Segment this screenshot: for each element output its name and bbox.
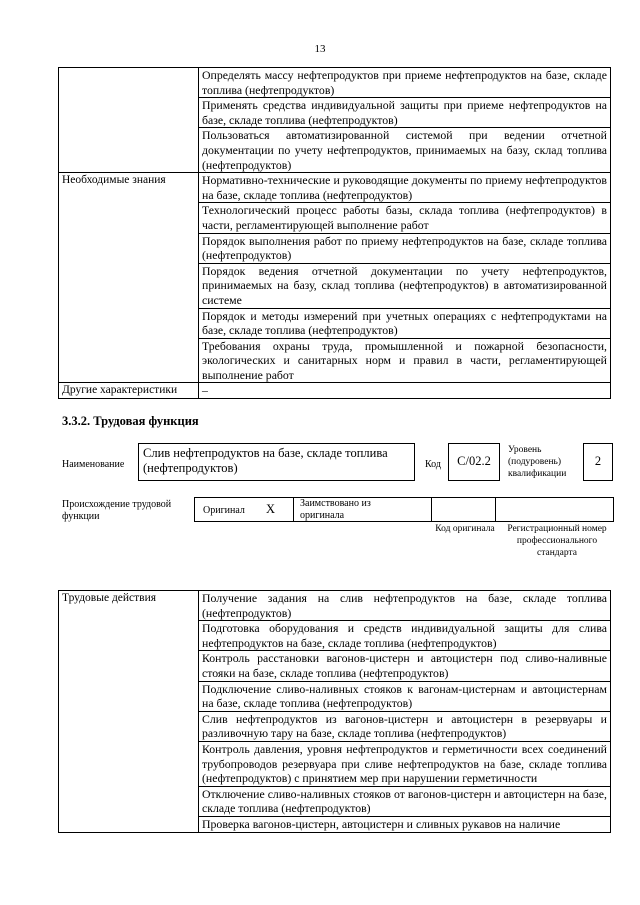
row-label-knowledge: Необходимые знания [59,173,199,383]
code-label: Код [425,459,441,470]
origin-divider [495,497,496,522]
row-label-other: Другие характеристики [59,383,199,399]
table-cell: Технологический процесс работы базы, склада топлива (нефтепродуктов) в части, регламентирующей выполнение работ [199,203,611,233]
origin-divider [293,497,294,522]
table-cell: Определять массу нефтепродуктов при приеме нефтепродуктов на базе, складе топлива (нефтепродуктов) [199,68,611,98]
table-row [59,383,611,399]
table-cell: Подключение сливо-наливных стояков к вагонам-цистернам и автоцистернам на базе, складе топлива (нефтепродуктов) [199,681,611,711]
page-number: 13 [314,43,326,55]
original-mark: X [266,502,276,516]
table-cell: Отключение сливо-наливных стояков от вагонов-цистерн и автоцистерн на базе, складе топлива (нефтепродуктов) [199,786,611,816]
table-cell: Получение задания на слив нефтепродуктов на базе, складе топлива (нефтепродуктов) [199,591,611,621]
table-cell: Проверка вагонов-цистерн, автоцистерн и сливных рукавов на наличие [199,816,611,832]
level-value: 2 [594,454,602,468]
labor-actions-table [58,590,611,833]
table-cell: – [199,383,611,399]
table-cell: Пользоваться автоматизированной системой при ведении отчетной документации по учету нефтепродуктов, принимаемых на базу, склад топлива (нефтепродуктов) [199,128,611,173]
origin-label: Происхождение трудовой функции [62,499,172,522]
row-label-actions: Трудовые действия [59,591,199,833]
section-heading: 3.3.2. Трудовая функция [62,414,199,428]
level-label: Уровень (подуровень) квалификации [508,445,567,479]
borrowed-label: Заимствовано из оригинала [300,498,371,521]
table-cell: Контроль расстановки вагонов-цистерн и автоцистерн под сливо-наливные стояки на базе, складе топлива (нефтепродуктов) [199,651,611,681]
name-value: Слив нефтепродуктов на базе, складе топлива (нефтепродуктов) [143,446,388,475]
skills-knowledge-table [58,67,611,399]
table-cell: Подготовка оборудования и средств индивидуальной защиты для слива нефтепродуктов на базе, складе топлива (нефтепродуктов) [199,621,611,651]
table-row [59,173,611,203]
table-cell: Порядок и методы измерений при учетных операциях с нефтепродуктами на базе, складе топлива (нефтепродуктов) [199,308,611,338]
origin-divider [431,497,432,522]
name-label: Наименование [62,459,125,470]
table-row [59,68,611,98]
code-value: C/02.2 [457,454,491,468]
table-cell: Контроль давления, уровня нефтепродуктов и герметичности всех соединений трубопроводов резервуара при сливе нефтепродуктов на базе, складе топлива (нефтепродуктов) с принятием мер при нарушении герметичности [199,741,611,786]
table-cell: Порядок выполнения работ по приему нефтепродуктов на базе, складе топлива (нефтепродуктов) [199,233,611,263]
table-cell: Слив нефтепродуктов из вагонов-цистерн и автоцистерн в резервуары и разливочную тару на базе, складе топлива (нефтепродуктов) [199,711,611,741]
table-cell: Требования охраны труда, промышленной и пожарной безопасности, экологических и санитарных норм и правил в части, регламентирующей выполнение работ [199,338,611,383]
reg-number-label: Регистрационный номер профессионального стандарта [507,524,607,558]
table-row [59,591,611,621]
original-label: Оригинал [203,505,245,516]
table-cell: Применять средства индивидуальной защиты при приеме нефтепродуктов на базе, складе топлива (нефтепродуктов) [199,98,611,128]
code-original-label: Код оригинала [435,524,495,534]
origin-box [194,497,614,522]
row-label [59,68,199,173]
table-cell: Нормативно-технические и руководящие документы по приему нефтепродуктов на базе, складе топлива (нефтепродуктов) [199,173,611,203]
table-cell: Порядок ведения отчетной документации по учету нефтепродуктов, принимаемых на базу, склад топлива (нефтепродуктов) в автоматизированной системе [199,263,611,308]
